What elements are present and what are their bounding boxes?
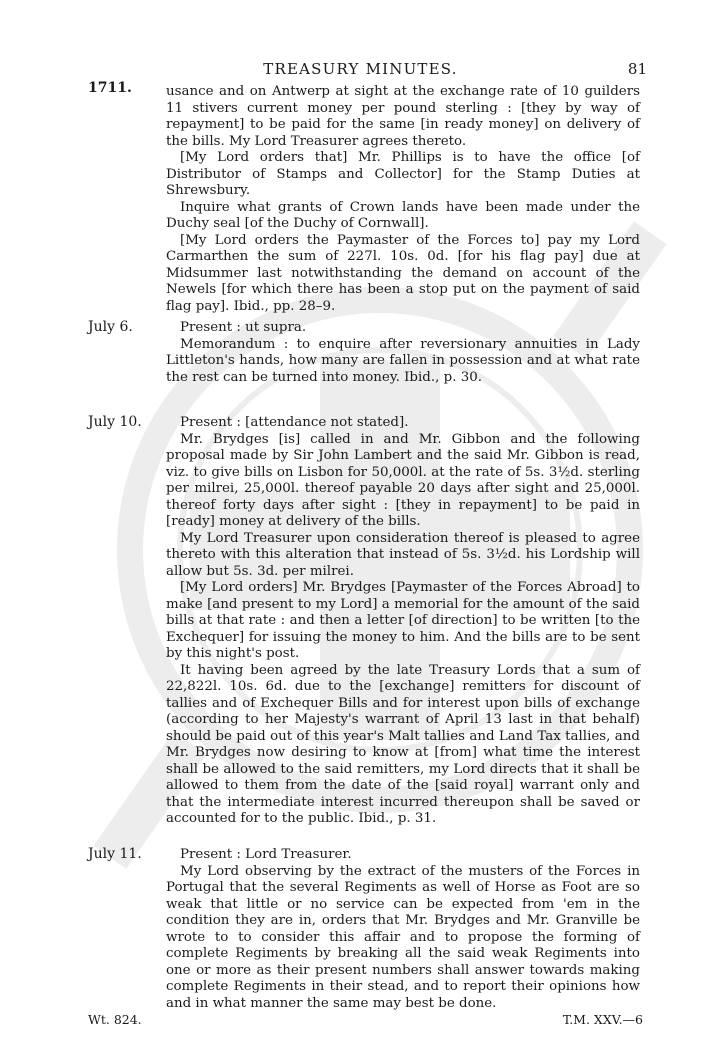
entry-date: July 10. [88, 414, 142, 430]
paragraph: Present : Lord Treasurer. [180, 847, 352, 862]
paragraph: Mr. Brydges [is] called in and Mr. Gibbon and the following proposal made by Sir John Lambert and the said Mr. Gibbon is read, viz. to give bills on Lisbon for 50,000l. at the rate of 5s. 3½d. sterling per milrei, 25,000l. thereof payable 20 days after sight and 25,000l. thereof forty days after sight : [they in repayment] to be paid in [ready] money at delivery of the bills. [166, 431, 640, 529]
paragraph: My Lord Treasurer upon consideration thereof is pleased to agree thereto with this alteration that instead of 5s. 3½d. his Lordship will allow but 5s. 3d. per milrei. [166, 530, 640, 579]
year-label: 1711. [88, 80, 132, 96]
paragraph: [My Lord orders the Paymaster of the Forces to] pay my Lord Carmarthen the sum of 227l. 10s. 0d. [for his flag pay] due at Midsummer last notwithstanding the demand on account of the Newels [for which there has been a stop put on the payment of said flag pay]. Ibid., pp. 28–9. [166, 232, 640, 314]
signature-mark: T.M. XXV.—6 [562, 1012, 643, 1027]
running-head [0, 58, 721, 80]
paragraph: [My Lord orders that] Mr. Phillips is to have the office [of Distributor of Stamps and Collector] for the Stamp Duties at Shrewsbury. [166, 150, 640, 198]
intro-block [166, 84, 640, 315]
paragraph: [My Lord orders] Mr. Brydges [Paymaster of the Forces Abroad] to make [and present to my Lord] a memorial for the amount of the said bills at that rate : and then a letter [of direction] to be written [to the Exchequer] for issuing the money to him. And the bills are to be sent by this night's post. [166, 580, 640, 661]
paragraph: Present : [attendance not stated]. [180, 415, 409, 430]
paragraph: It having been agreed by the late Treasury Lords that a sum of 22,822l. 10s. 6d. due to the [exchange] remitters for discount of tallies and of Exchequer Bills and for interest upon bills of exchange (according to her Majesty's warrant of April 13 last in that behalf) should be paid out of this year's Malt tallies and Land Tax tallies, and Mr. Brydges now desiring to know at [from] what time the interest shall be allowed to the said remitters, my Lord directs that it shall be allowed to them from the date of the [said royal] warrant only and that the intermediate interest incurred thereupon shall be saved or accounted for to the public. Ibid., p. 31. [166, 662, 640, 826]
entry-body [166, 415, 640, 828]
entry-date: July 6. [88, 319, 133, 335]
entry-date: July 11. [88, 846, 142, 862]
printer-mark: Wt. 824. [88, 1012, 142, 1027]
page-number: 81 [627, 60, 647, 78]
paragraph: Memorandum : to enquire after reversionary annuities in Lady Littleton's hands, how many are fallen in possession and at what rate the rest can be turned into money. Ibid., p. 30. [166, 336, 640, 385]
paragraph: usance and on Antwerp at sight at the exchange rate of 10 guilders 11 stivers current money per pound sterling : [they by way of repayment] to be paid for the same [in ready money] on delivery of the bills. My Lord Treasurer agrees thereto. [166, 84, 640, 149]
paragraph: My Lord observing by the extract of the musters of the Forces in Portugal that the several Regiments as well of Horse as Foot are so weak that little or no service can be expected from 'em in the condition they are in, orders that Mr. Brydges and Mr. Granville be wrote to to consider this affair and to propose the forming of complete Regiments by breaking all the said weak Regiments into one or more as their present numbers shall answer towards making complete Regiments in their stead, and to report their opinions how and in what manner the same may best be done. [166, 863, 640, 1011]
entry-body [166, 320, 640, 386]
entry-body [166, 847, 640, 1012]
paragraph: Inquire what grants of Crown lands have been made under the Duchy seal [of the Duchy of Cornwall]. [166, 199, 640, 231]
paragraph: Present : ut supra. [180, 320, 307, 335]
running-title: TREASURY MINUTES. [263, 60, 458, 78]
